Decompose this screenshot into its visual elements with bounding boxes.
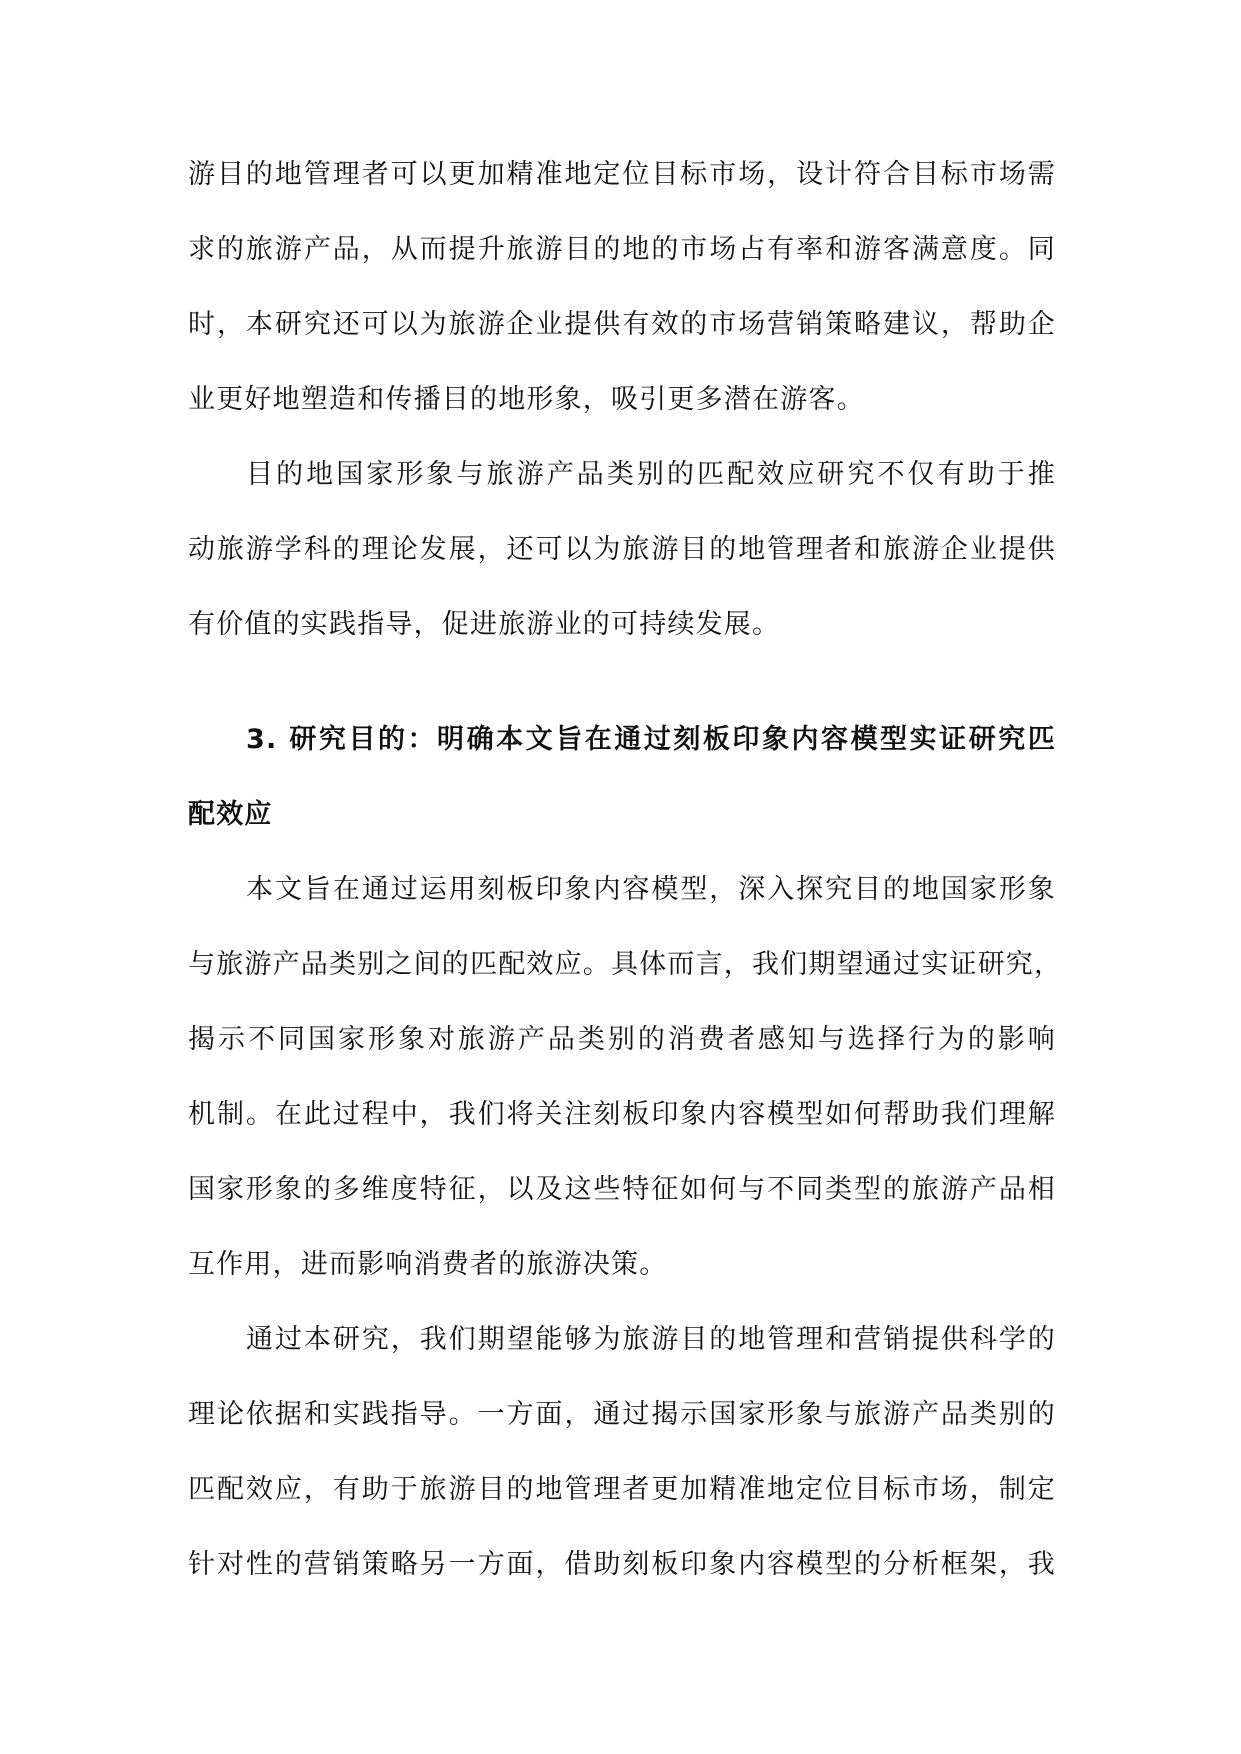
section-heading — [188, 702, 1056, 852]
document-body — [188, 137, 1063, 1602]
paragraph-continuation — [188, 137, 1056, 437]
text-line: 游目的地管理者可以更加精准地定位目标市场，设计符合目标市场需 — [188, 159, 1056, 190]
text-line: 业更好地塑造和传播目的地形象，吸引更多潜在游客。 — [188, 384, 865, 415]
text-line: 本文旨在通过运用刻板印象内容模型，深入探究目的地国家形象 — [246, 874, 1056, 905]
text-line: 有价值的实践指导，促进旅游业的可持续发展。 — [188, 609, 781, 640]
text-line: 揭示不同国家形象对旅游产品类别的消费者感知与选择行为的影响 — [188, 1024, 1056, 1055]
text-line: 与旅游产品类别之间的匹配效应。具体而言，我们期望通过实证研究， — [188, 949, 1063, 980]
text-line: 时，本研究还可以为旅游企业提供有效的市场营销策略建议，帮助企 — [188, 309, 1056, 340]
paragraph — [188, 1302, 1056, 1602]
paragraph — [188, 852, 1063, 1302]
text-line: 通过本研究，我们期望能够为旅游目的地管理和营销提供科学的 — [246, 1324, 1056, 1355]
spacer — [188, 662, 1056, 702]
heading-line: 3. 研究目的：明确本文旨在通过刻板印象内容模型实证研究匹 — [246, 724, 1056, 755]
text-line: 求的旅游产品，从而提升旅游目的地的市场占有率和游客满意度。同 — [188, 234, 1056, 265]
text-line: 匹配效应，有助于旅游目的地管理者更加精准地定位目标市场，制定 — [188, 1474, 1056, 1505]
text-line: 互作用，进而影响消费者的旅游决策。 — [188, 1249, 668, 1280]
paragraph — [188, 437, 1056, 662]
text-line: 动旅游学科的理论发展，还可以为旅游目的地管理者和旅游企业提供 — [188, 534, 1056, 565]
text-line: 针对性的营销策略另一方面，借助刻板印象内容模型的分析框架，我 — [188, 1549, 1056, 1580]
text-line: 目的地国家形象与旅游产品类别的匹配效应研究不仅有助于推 — [246, 459, 1056, 490]
heading-line: 配效应 — [188, 799, 273, 830]
text-line: 机制。在此过程中，我们将关注刻板印象内容模型如何帮助我们理解 — [188, 1099, 1056, 1130]
text-line: 理论依据和实践指导。一方面，通过揭示国家形象与旅游产品类别的 — [188, 1399, 1056, 1430]
text-line: 国家形象的多维度特征，以及这些特征如何与不同类型的旅游产品相 — [188, 1174, 1056, 1205]
